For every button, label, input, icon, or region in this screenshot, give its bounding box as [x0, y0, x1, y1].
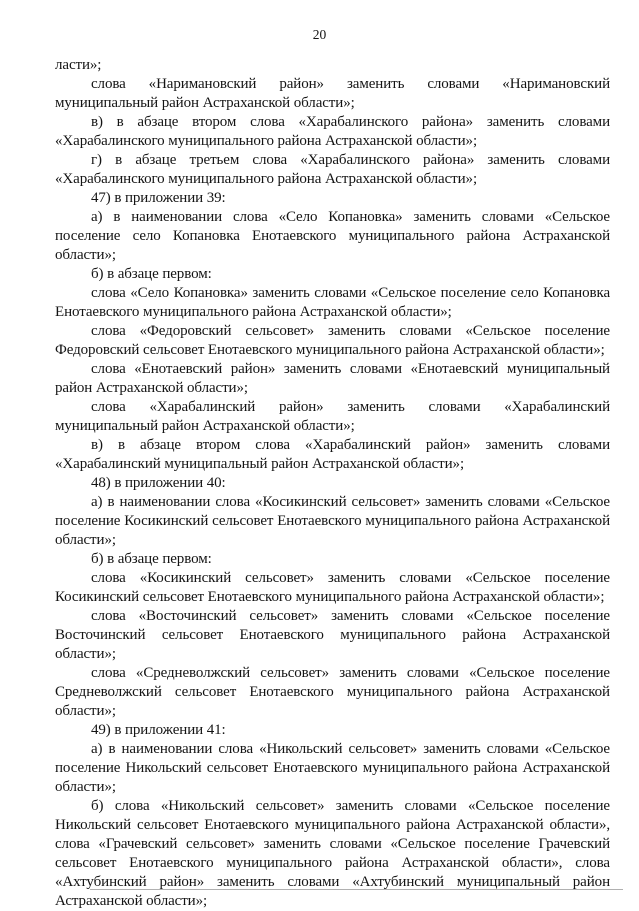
paragraph: б) в абзаце первом:: [91, 266, 212, 282]
paragraph: 48) в приложении 40:: [91, 475, 226, 491]
page-number: 20: [312, 27, 327, 42]
paragraph: слова «Восточинский сельсовет» заменить словами «Сельское поселение Восточинский сельсовет Енотаевского муниципального района Астраханской области»;: [55, 608, 610, 662]
paragraph: слова «Наримановский район» заменить словами «Наримановский муниципальный район Астраханской области»;: [55, 76, 610, 111]
paragraph: слова «Косикинский сельсовет» заменить словами «Сельское поселение Косикинский сельсовет Енотаевского муниципального района Астраханской области»;: [55, 570, 610, 605]
paragraph: 49) в приложении 41:: [91, 722, 226, 738]
document-body: [55, 56, 610, 911]
paragraph: 47) в приложении 39:: [91, 190, 226, 206]
paragraph: а) в наименовании слова «Село Копановка» заменить словами «Сельское поселение село Копановка Енотаевского муниципального района Астраханской области»;: [55, 209, 610, 263]
paragraph: слова «Село Копановка» заменить словами «Сельское поселение село Копановка Енотаевского муниципального района Астраханской области»;: [55, 285, 610, 320]
paragraph: слова «Федоровский сельсовет» заменить словами «Сельское поселение Федоровский сельсовет Енотаевского муниципального района Астраханской области»;: [55, 323, 610, 358]
paragraph: слова «Енотаевский район» заменить словами «Енотаевский муниципальный район Астраханской области»;: [55, 361, 610, 396]
paragraph: б) слова «Никольский сельсовет» заменить словами «Сельское поселение Никольский сельсовет Енотаевского муниципального района Астраханской области», слова «Грачевский сельсовет» заменить словами «Сельское поселение Грачевский сельсовет Енотаевского муниципального района Астраханской области», слова «Ахтубинский район» заменить словами «Ахтубинский муниципальный район Астраханской области»;: [55, 798, 610, 909]
bottom-rule: [90, 889, 623, 890]
paragraph: г) в абзаце третьем слова «Харабалинского района» заменить словами «Харабалинского муниципального района Астраханской области»;: [55, 152, 610, 187]
paragraph: в) в абзаце втором слова «Харабалинского района» заменить словами «Харабалинского муниципального района Астраханской области»;: [55, 114, 610, 149]
paragraph: а) в наименовании слова «Косикинский сельсовет» заменить словами «Сельское поселение Косикинский сельсовет Енотаевского муниципального района Астраханской области»;: [55, 494, 610, 548]
paragraph: б) в абзаце первом:: [91, 551, 212, 567]
paragraph: в) в абзаце втором слова «Харабалинский район» заменить словами «Харабалинский муниципальный район Астраханской области»;: [55, 437, 610, 472]
paragraph: слова «Средневолжский сельсовет» заменить словами «Сельское поселение Средневолжский сельсовет Енотаевского муниципального района Астраханской области»;: [55, 665, 610, 719]
paragraph: а) в наименовании слова «Никольский сельсовет» заменить словами «Сельское поселение Никольский сельсовет Енотаевского муниципального района Астраханской области»;: [55, 741, 610, 795]
paragraph: ласти»;: [55, 57, 102, 73]
paragraph: слова «Харабалинский район» заменить словами «Харабалинский муниципальный район Астраханской области»;: [55, 399, 610, 434]
